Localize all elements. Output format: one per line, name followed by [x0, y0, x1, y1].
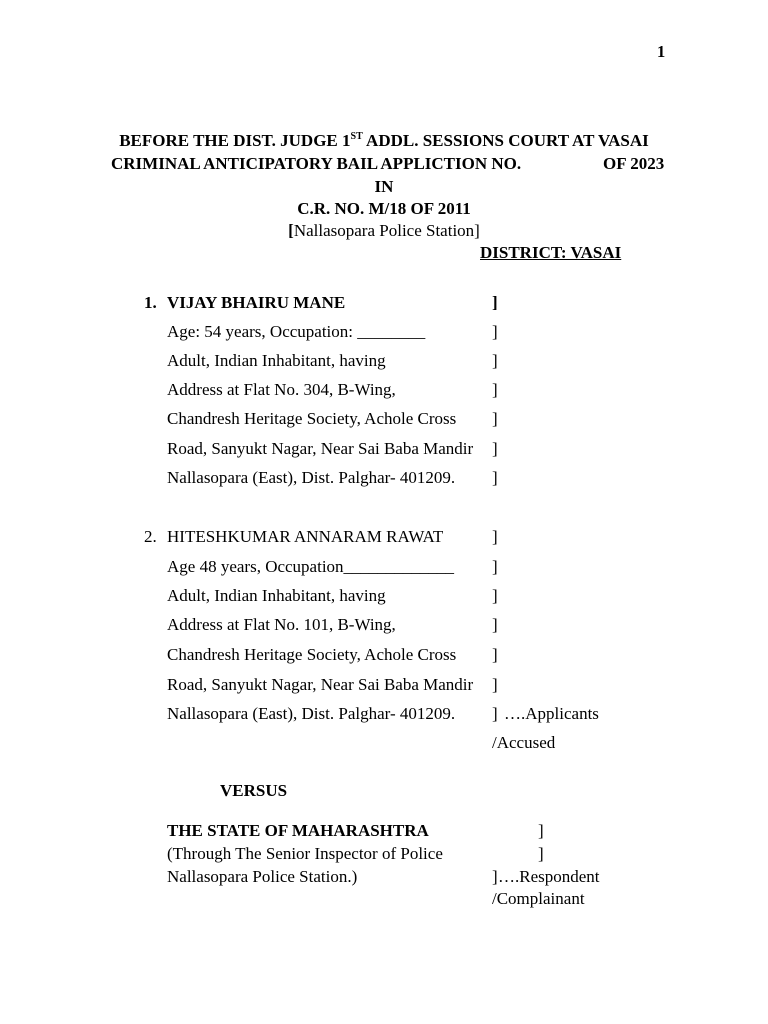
bracket: ]: [492, 351, 498, 370]
applicant1-line: Road, Sanyukt Nagar, Near Sai Baba Mandir: [167, 439, 474, 458]
applicant2-number: 2.: [144, 527, 157, 546]
court-heading-pre: BEFORE THE DIST. JUDGE 1: [119, 131, 351, 150]
bracket: ]: [538, 821, 544, 840]
application-year: OF 2023: [603, 154, 665, 173]
bracket: ]: [492, 675, 498, 694]
bracket: ]: [492, 409, 498, 428]
applicant1-number: 1.: [144, 293, 157, 312]
accused-role: /Accused: [492, 733, 556, 752]
applicant2-line: Road, Sanyukt Nagar, Near Sai Baba Mandir: [167, 675, 474, 694]
applicant1-line: Age: 54 years, Occupation: ________: [167, 322, 426, 341]
court-heading-post: ADDL. SESSIONS COURT AT VASAI: [362, 131, 649, 150]
respondent-name: THE STATE OF MAHARASHTRA: [167, 821, 429, 840]
applicant1-name: VIJAY BHAIRU MANE: [167, 293, 346, 312]
district: DISTRICT: VASAI: [480, 243, 622, 262]
applicant1-line: Nallasopara (East), Dist. Palghar- 401209.: [167, 468, 456, 487]
application-title: CRIMINAL ANTICIPATORY BAIL APPLICTION NO.: [111, 154, 522, 173]
bracket: ]: [492, 380, 498, 399]
bracket: ]: [492, 322, 498, 341]
bracket: ]: [492, 468, 498, 487]
bracket: ]: [492, 293, 498, 312]
bracket: ]: [492, 439, 498, 458]
bracket: ]: [492, 645, 498, 664]
applicant1-line: Address at Flat No. 304, B-Wing,: [167, 380, 396, 399]
applicant2-line: Nallasopara (East), Dist. Palghar- 401209.: [167, 704, 456, 723]
respondent-line: (Through The Senior Inspector of Police: [167, 844, 443, 863]
respondent-line: Nallasopara Police Station.): [167, 867, 358, 886]
bracket: ]: [492, 704, 498, 723]
applicants-role: ….Applicants: [504, 704, 599, 723]
police-station: [0, 221, 768, 241]
police-station-bracket: [: [288, 221, 294, 240]
applicant1-line: Chandresh Heritage Society, Achole Cross: [167, 409, 457, 428]
versus-heading: VERSUS: [220, 781, 288, 800]
bracket: ]: [492, 586, 498, 605]
case-number: C.R. NO. M/18 OF 2011: [297, 199, 471, 218]
bracket: ]: [492, 867, 498, 886]
court-heading: [0, 131, 768, 151]
police-station-text: Nallasopara Police Station]: [293, 221, 480, 240]
bracket: ]: [492, 527, 498, 546]
bracket: ]: [492, 615, 498, 634]
respondent-role: ….Respondent: [498, 867, 600, 886]
applicant2-name: HITESHKUMAR ANNARAM RAWAT: [167, 527, 444, 546]
court-heading-sup: ST: [350, 131, 363, 142]
bracket: ]: [538, 844, 544, 863]
applicant2-line: Age 48 years, Occupation_____________: [167, 557, 455, 576]
applicant1-line: Adult, Indian Inhabitant, having: [167, 351, 386, 370]
applicant2-line: Adult, Indian Inhabitant, having: [167, 586, 386, 605]
applicant2-line: Address at Flat No. 101, B-Wing,: [167, 615, 396, 634]
bracket: ]: [492, 557, 498, 576]
heading-in: IN: [374, 177, 394, 196]
page-number: 1: [657, 42, 666, 61]
applicant2-line: Chandresh Heritage Society, Achole Cross: [167, 645, 457, 664]
complainant-role: /Complainant: [492, 889, 585, 908]
